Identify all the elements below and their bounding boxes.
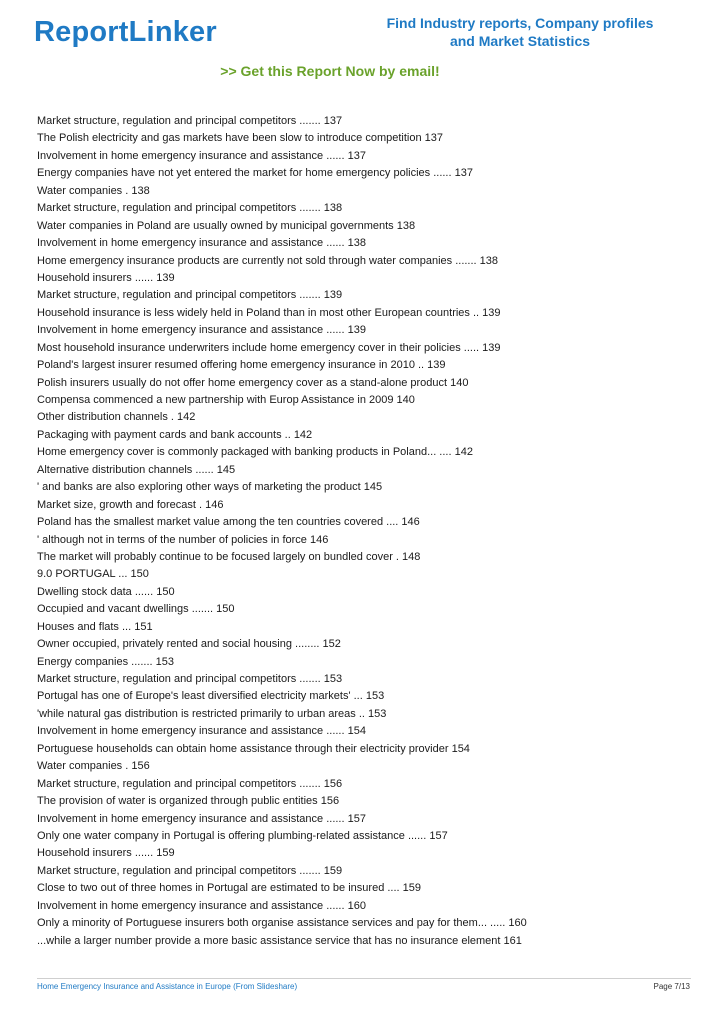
toc-entry: Market structure, regulation and principal competitors ....... 159 xyxy=(37,864,343,877)
toc-entry: The Polish electricity and gas markets have been slow to introduce competition 137 xyxy=(37,132,443,145)
toc-entry: Involvement in home emergency insurance and assistance ...... 138 xyxy=(37,237,366,250)
toc-entry: ...while a larger number provide a more basic assistance service that has no insurance element 161 xyxy=(37,934,522,947)
table-of-contents xyxy=(37,113,697,950)
cta-container xyxy=(196,63,464,81)
toc-entry: Energy companies ....... 153 xyxy=(37,655,174,668)
toc-entry: Only one water company in Portugal is offering plumbing-related assistance ...... 157 xyxy=(37,829,448,842)
toc-entry: Market structure, regulation and principal competitors ....... 139 xyxy=(37,289,343,302)
toc-entry: Portugal has one of Europe's least diversified electricity markets' ... 153 xyxy=(37,690,385,703)
toc-entry: Household insurers ...... 159 xyxy=(37,847,175,860)
toc-entry: Home emergency insurance products are currently not sold through water companies ....... 138 xyxy=(37,254,499,267)
toc-entry: Packaging with payment cards and bank accounts .. 142 xyxy=(37,428,313,441)
toc-entry: Market structure, regulation and principal competitors ....... 138 xyxy=(37,202,343,215)
toc-entry: The provision of water is organized through public entities 156 xyxy=(37,795,340,808)
toc-entry: Dwelling stock data ...... 150 xyxy=(37,585,175,598)
toc-entry: Poland has the smallest market value among the ten countries covered .... 146 xyxy=(37,516,420,529)
toc-entry: Other distribution channels . 142 xyxy=(37,411,196,424)
tagline-line-2: and Market Statistics xyxy=(449,33,591,49)
toc-entry: 9.0 PORTUGAL ... 150 xyxy=(37,568,149,581)
toc-entry: Only a minority of Portuguese insurers both organise assistance services and pay for them... ..... 160 xyxy=(37,917,527,930)
tagline-line-1: Find Industry reports, Company profiles xyxy=(386,15,654,31)
reportlinker-logo[interactable]: ReportLinker xyxy=(34,16,217,48)
toc-entry: Household insurers ...... 139 xyxy=(37,271,175,284)
header-tagline xyxy=(372,14,668,50)
page-number: Page 7/13 xyxy=(653,982,690,991)
toc-entry: Compensa commenced a new partnership with Europ Assistance in 2009 140 xyxy=(37,394,415,406)
toc-entry: Most household insurance underwriters include home emergency cover in their policies ..... 139 xyxy=(37,341,501,354)
toc-entry: Market structure, regulation and principal competitors ....... 153 xyxy=(37,673,343,685)
get-report-link[interactable]: >> Get this Report Now by email! xyxy=(220,63,440,79)
toc-entry: Market size, growth and forecast . 146 xyxy=(37,498,224,511)
toc-entry: Water companies . 156 xyxy=(37,760,150,773)
toc-entry: Involvement in home emergency insurance and assistance ...... 139 xyxy=(37,324,366,337)
toc-entry: Close to two out of three homes in Portugal are estimated to be insured .... 159 xyxy=(37,882,421,895)
toc-entry: Involvement in home emergency insurance and assistance ...... 160 xyxy=(37,899,366,912)
toc-entry: Involvement in home emergency insurance and assistance ...... 137 xyxy=(37,149,366,162)
toc-entry: ' and banks are also exploring other ways of marketing the product 145 xyxy=(37,481,383,494)
toc-entry: Owner occupied, privately rented and social housing ........ 152 xyxy=(37,638,341,651)
toc-entry: Market structure, regulation and principal competitors ....... 137 xyxy=(37,115,343,127)
toc-entry: 'while natural gas distribution is restricted primarily to urban areas .. 153 xyxy=(37,707,387,720)
toc-entry: Involvement in home emergency insurance and assistance ...... 157 xyxy=(37,812,366,825)
toc-entry: The market will probably continue to be focused largely on bundled cover . 148 xyxy=(37,550,421,563)
toc-entry: Household insurance is less widely held in Poland than in most other European countries .. 139 xyxy=(37,306,501,319)
toc-entry: Alternative distribution channels ...... 145 xyxy=(37,463,236,476)
toc-entry: Market structure, regulation and principal competitors ....... 156 xyxy=(37,777,343,790)
toc-entry: Energy companies have not yet entered the market for home emergency policies ...... 137 xyxy=(37,167,473,180)
toc-entry: Polish insurers usually do not offer home emergency cover as a stand-alone product 140 xyxy=(37,376,469,389)
toc-entry: Involvement in home emergency insurance and assistance ...... 154 xyxy=(37,725,366,738)
toc-entry: Portuguese households can obtain home assistance through their electricity provider 154 xyxy=(37,742,470,755)
toc-entry: Water companies . 138 xyxy=(37,184,150,197)
toc-entry: Poland's largest insurer resumed offering home emergency insurance in 2010 .. 139 xyxy=(37,359,446,372)
toc-entry: Water companies in Poland are usually owned by municipal governments 138 xyxy=(37,219,416,232)
footer-report-link[interactable]: Home Emergency Insurance and Assistance in Europe (From Slideshare) xyxy=(37,982,298,991)
toc-entry: Houses and flats ... 151 xyxy=(37,620,153,633)
toc-entry: ' although not in terms of the number of policies in force 146 xyxy=(37,533,329,546)
toc-entry: Home emergency cover is commonly packaged with banking products in Poland... .... 142 xyxy=(37,446,473,459)
toc-entry: Occupied and vacant dwellings ....... 150 xyxy=(37,603,235,616)
footer-divider xyxy=(37,978,691,979)
